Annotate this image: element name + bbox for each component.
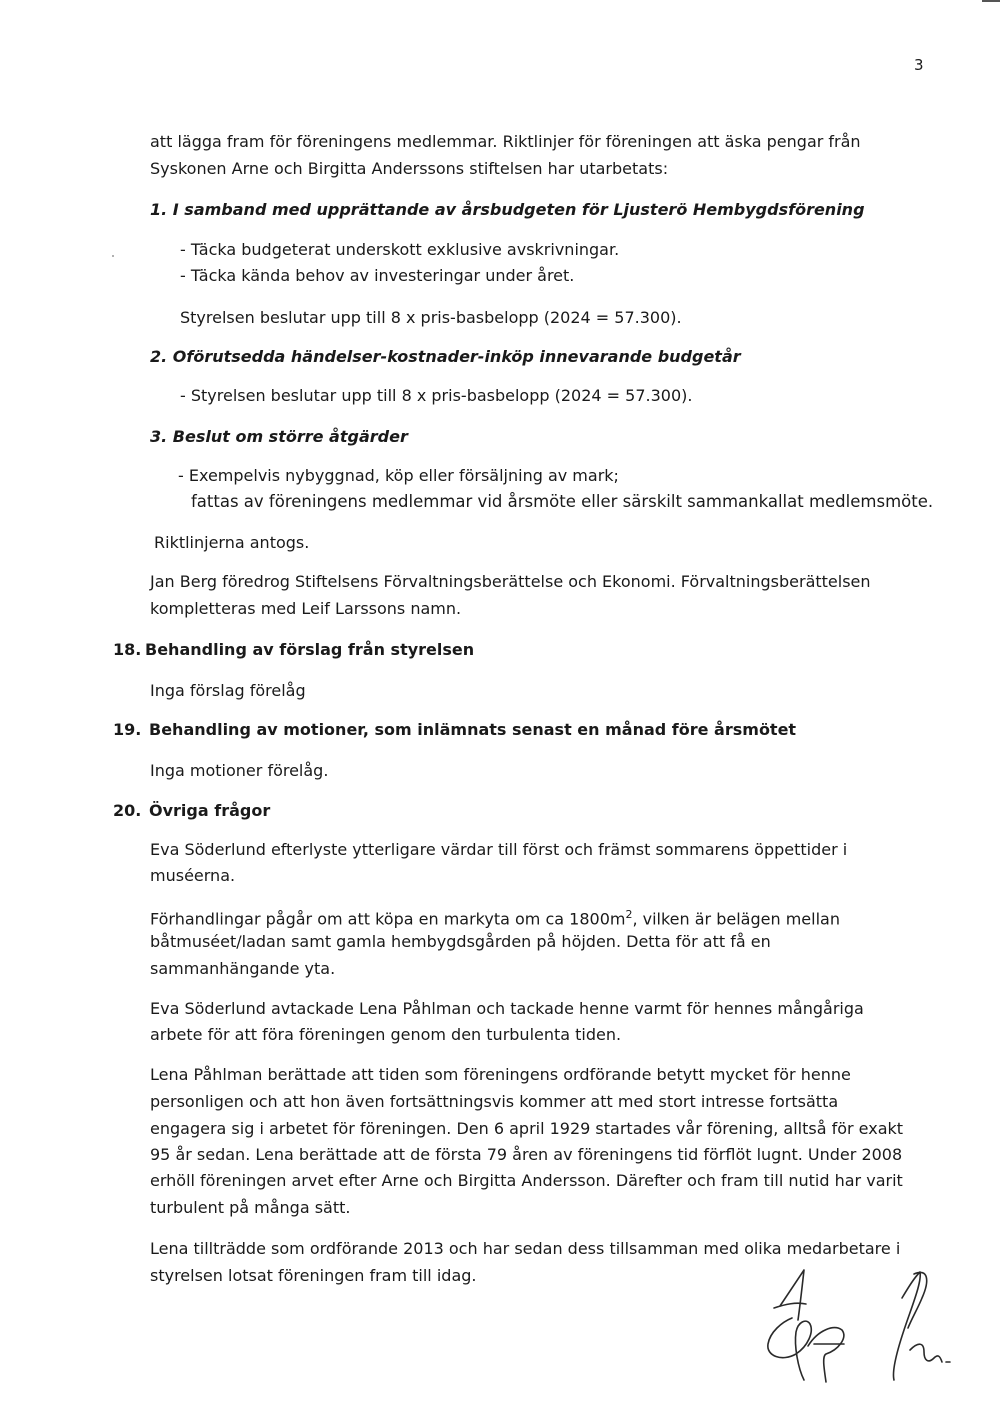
page-number: 3 [914,56,924,74]
scan-speck [112,255,114,257]
paragraph-line: båtmuséet/ladan samt gamla hembygdsgården på höjden. Detta för att få en [150,932,771,951]
intro-line: Syskonen Arne och Birgitta Anderssons stiftelsen har utarbetats: [150,159,669,178]
section-number: 19. [113,720,142,739]
guideline-heading: 1. I samband med upprättande av årsbudgeten för Ljusterö Hembygdsförening [150,200,865,219]
guideline-item: fattas av föreningens medlemmar vid årsmöte eller särskilt sammankallat medlemsmöte. [191,492,934,511]
paragraph-line: 95 år sedan. Lena berättade att de första 79 åren av föreningens tid förflöt lugnt. Under 2008 [150,1145,903,1164]
area-text: Förhandlingar pågår om att köpa en markyta om ca 1800m [150,909,626,929]
paragraph-line: sammanhängande yta. [150,959,336,978]
paragraph-line: personligen och att hon även fortsättningsvis kommer att med stort intresse fortsätta [150,1092,839,1111]
guideline-heading: 2. Oförutsedda händelser-kostnader-inköp innevarande budgetår [150,347,741,366]
scan-edge-mark [982,0,1000,2]
guideline-item: - Täcka kända behov av investeringar under året. [180,266,575,285]
adopted-note: Riktlinjerna antogs. [154,533,310,552]
paragraph-line: engagera sig i arbetet för föreningen. Den 6 april 1929 startades vår förening, alltså för exakt [150,1119,904,1138]
section-number: 20. [113,801,142,820]
guideline-item: - Styrelsen beslutar upp till 8 x pris-basbelopp (2024 = 57.300). [180,386,693,405]
area-superscript: 2 [625,908,633,921]
section-title: Behandling av motioner, som inlämnats senast en månad före årsmötet [149,720,797,739]
section-body: Inga förslag förelåg [150,681,306,700]
paragraph-line: turbulent på många sätt. [150,1198,351,1217]
paragraph-line: arbete för att föra föreningen genom den turbulenta tiden. [150,1025,622,1044]
handwritten-initials [752,1258,962,1388]
paragraph-line: muséerna. [150,866,236,885]
guideline-heading: 3. Beslut om större åtgärder [150,427,408,446]
section-number: 18. [113,640,142,659]
section-body: Inga motioner förelåg. [150,761,329,780]
report-line: kompletteras med Leif Larssons namn. [150,599,462,618]
paragraph-line: Lena Påhlman berättade att tiden som föreningens ordförande betytt mycket för henne [150,1065,851,1084]
guideline-item: - Exempelvis nybyggnad, köp eller försäljning av mark; [178,466,619,485]
paragraph-line: styrelsen lotsat föreningen fram till idag. [150,1266,477,1285]
section-title: Behandling av förslag från styrelsen [145,640,475,659]
intro-line: att lägga fram för föreningens medlemmar. Riktlinjer för föreningen att äska pengar från [150,132,861,151]
paragraph-line: Lena tillträdde som ordförande 2013 och har sedan dess tillsamman med olika medarbetare i [150,1239,901,1258]
guideline-item: - Täcka budgeterat underskott exklusive avskrivningar. [180,240,620,259]
report-line: Jan Berg föredrog Stiftelsens Förvaltningsberättelse och Ekonomi. Förvaltningsberättelsen [150,572,871,591]
area-text-rest: , vilken är belägen mellan [632,909,840,929]
guideline-note: Styrelsen beslutar upp till 8 x pris-basbelopp (2024 = 57.300). [180,308,682,327]
section-title: Övriga frågor [149,801,271,820]
paragraph-line: erhöll föreningen arvet efter Arne och Birgitta Andersson. Därefter och fram till nutid har varit [150,1171,903,1190]
paragraph-line: Eva Söderlund efterlyste ytterligare värdar till först och främst sommarens öppettider i [150,840,848,859]
paragraph-line: Eva Söderlund avtackade Lena Påhlman och tackade henne varmt för hennes mångåriga [150,999,864,1018]
